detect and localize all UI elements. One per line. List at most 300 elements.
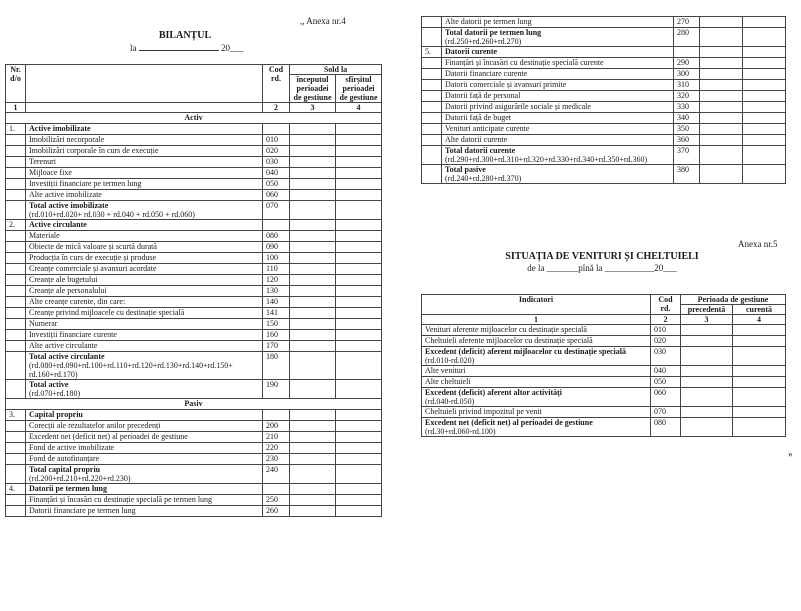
row-value-start xyxy=(290,495,336,506)
row-value-start xyxy=(290,231,336,242)
row-label xyxy=(26,410,263,421)
income-row-formula: (rd.30+rd.060-rd.100) xyxy=(425,427,496,436)
table-row xyxy=(6,410,382,421)
row-cod: 070 xyxy=(263,201,290,220)
row-nr xyxy=(422,69,442,80)
income-row-cod: 070 xyxy=(651,407,681,418)
row-label xyxy=(442,69,674,80)
row-nr xyxy=(6,264,26,275)
table-row xyxy=(422,135,786,146)
row-label-text: Total active circulante xyxy=(29,352,105,361)
table-row xyxy=(6,308,382,319)
num-col-3: 3 xyxy=(290,103,336,113)
date-prefix: la xyxy=(130,43,137,53)
row-label-text: Creanțe comerciale și avansuri acordate xyxy=(29,264,157,273)
row-nr xyxy=(6,135,26,146)
table-row xyxy=(6,135,382,146)
row-label xyxy=(26,484,263,495)
table-row xyxy=(422,17,786,28)
row-nr xyxy=(6,421,26,432)
row-label xyxy=(26,179,263,190)
row-label xyxy=(26,146,263,157)
row-cod: 230 xyxy=(263,454,290,465)
row-label xyxy=(26,275,263,286)
row-value-end xyxy=(336,242,382,253)
row-cod: 210 xyxy=(263,432,290,443)
annex-label-left: ,, Anexa nr.4 xyxy=(300,16,346,26)
income-row-formula: (rd.040-rd.050) xyxy=(425,397,475,406)
income-row-label xyxy=(422,325,651,336)
income-row-cod: 060 xyxy=(651,388,681,407)
row-nr xyxy=(422,135,442,146)
row-value-end xyxy=(336,352,382,380)
table-row xyxy=(422,418,786,437)
row-label xyxy=(26,330,263,341)
income-row-curr xyxy=(733,418,786,437)
table-row xyxy=(422,28,786,47)
row-cod: 270 xyxy=(674,17,700,28)
row-cod: 090 xyxy=(263,242,290,253)
row-label xyxy=(26,506,263,517)
table-row xyxy=(422,165,786,184)
row-label-text: Investiții financiare pe termen lung xyxy=(29,179,142,188)
row-label-text: Alte active circulante xyxy=(29,341,98,350)
row-label xyxy=(26,432,263,443)
row-value-start xyxy=(290,220,336,231)
table-row xyxy=(422,113,786,124)
row-nr xyxy=(6,495,26,506)
header-cod: Cod rd. xyxy=(263,65,290,103)
row-value-start xyxy=(290,506,336,517)
income-row-cod: 040 xyxy=(651,366,681,377)
row-label-text: Total datorii curente xyxy=(445,146,516,155)
row-nr xyxy=(6,352,26,380)
balance-table xyxy=(5,64,382,517)
row-nr xyxy=(6,297,26,308)
row-value-end xyxy=(336,124,382,135)
row-value-start xyxy=(290,380,336,399)
row-value-start xyxy=(290,146,336,157)
row-value-start xyxy=(290,179,336,190)
row-cod: 080 xyxy=(263,231,290,242)
table-row xyxy=(6,319,382,330)
row-value-end xyxy=(743,47,786,58)
row-nr xyxy=(422,113,442,124)
date-blank xyxy=(139,42,219,51)
row-value-end xyxy=(336,432,382,443)
row-value-end xyxy=(336,179,382,190)
income-row-label-text: Alte venituri xyxy=(425,366,466,375)
row-cod: 280 xyxy=(674,28,700,47)
table-row xyxy=(6,179,382,190)
income-row-label-text: Cheltuieli aferente mijloacelor cu destinație specială xyxy=(425,336,593,345)
row-nr xyxy=(422,102,442,113)
row-value-start xyxy=(290,157,336,168)
row-label-text: Datorii comerciale și avansuri primite xyxy=(445,80,567,89)
table-row xyxy=(6,275,382,286)
row-label-text: Creanțe ale personalului xyxy=(29,286,107,295)
row-label xyxy=(442,113,674,124)
row-nr xyxy=(6,146,26,157)
row-nr xyxy=(6,454,26,465)
header-sold: Sold la xyxy=(290,65,382,75)
income-row-label xyxy=(422,407,651,418)
row-label-text: Capital propriu xyxy=(29,410,83,419)
row-label-text: Investiții financiare curente xyxy=(29,330,117,339)
table-row xyxy=(6,286,382,297)
row-value-start xyxy=(290,253,336,264)
row-label xyxy=(26,242,263,253)
row-nr xyxy=(422,165,442,184)
row-nr xyxy=(6,253,26,264)
row-value-end xyxy=(336,443,382,454)
row-label xyxy=(26,465,263,484)
row-label xyxy=(442,102,674,113)
row-value-start xyxy=(290,264,336,275)
row-value-end xyxy=(336,330,382,341)
row-label xyxy=(26,220,263,231)
row-label xyxy=(26,380,263,399)
row-label-text: Excedent net (deficit net) al perioadei de gestiune xyxy=(29,432,188,441)
header-inceput: începutul perioadei de gestiune xyxy=(290,75,336,103)
row-value-end xyxy=(336,484,382,495)
row-nr xyxy=(6,330,26,341)
row-value-end xyxy=(336,380,382,399)
row-label-text: Total datorii pe termen lung xyxy=(445,28,542,37)
row-value-end xyxy=(743,124,786,135)
row-label xyxy=(442,165,674,184)
row-label-text: Mijloace fixe xyxy=(29,168,72,177)
row-value-start xyxy=(700,135,743,146)
row-value-end xyxy=(336,308,382,319)
row-value-end xyxy=(743,80,786,91)
table-row xyxy=(6,421,382,432)
row-formula: (rd.010+rd.020+ rd.030 + rd.040 + rd.050 + rd.060) xyxy=(29,210,195,219)
row-cod xyxy=(263,484,290,495)
row-cod: 141 xyxy=(263,308,290,319)
row-label xyxy=(442,124,674,135)
income-table xyxy=(421,294,786,437)
table-row xyxy=(422,347,786,366)
row-value-end xyxy=(336,297,382,308)
row-nr xyxy=(6,443,26,454)
row-label xyxy=(26,319,263,330)
row-value-start xyxy=(290,432,336,443)
income-row-label-text: Alte cheltuieli xyxy=(425,377,471,386)
row-cod: 310 xyxy=(674,80,700,91)
row-value-end xyxy=(743,165,786,184)
table-row xyxy=(6,242,382,253)
row-cod: 240 xyxy=(263,465,290,484)
row-label xyxy=(26,421,263,432)
row-label-text: Datorii pe termen lung xyxy=(29,484,107,493)
row-label xyxy=(26,341,263,352)
row-label xyxy=(26,352,263,380)
row-value-end xyxy=(336,506,382,517)
num-col-blank xyxy=(26,103,263,113)
row-label-text: Materiale xyxy=(29,231,60,240)
row-value-end xyxy=(743,102,786,113)
table-row xyxy=(6,253,382,264)
row-label-text: Numerar xyxy=(29,319,58,328)
table-row xyxy=(6,432,382,443)
row-value-end xyxy=(336,201,382,220)
income-row-curr xyxy=(733,347,786,366)
annex-label-right: Anexa nr.5 xyxy=(738,239,778,249)
row-value-end xyxy=(336,190,382,201)
table-row xyxy=(6,443,382,454)
income-date-line: de la _______pînă la ___________20___ xyxy=(527,263,677,273)
income-row-prev xyxy=(681,336,733,347)
row-cod: 050 xyxy=(263,179,290,190)
income-row-cod: 010 xyxy=(651,325,681,336)
row-cod: 190 xyxy=(263,380,290,399)
row-nr xyxy=(422,91,442,102)
row-label xyxy=(26,308,263,319)
income-row-curr xyxy=(733,325,786,336)
row-label xyxy=(26,454,263,465)
row-cod: 160 xyxy=(263,330,290,341)
row-nr xyxy=(6,432,26,443)
income-header-indicatori: Indicatori xyxy=(422,295,651,315)
row-formula: (rd.200+rd.210+rd.220+rd.230) xyxy=(29,474,131,483)
row-nr: 5. xyxy=(422,47,442,58)
row-nr xyxy=(6,286,26,297)
row-value-end xyxy=(336,253,382,264)
row-value-start xyxy=(700,113,743,124)
row-value-end xyxy=(743,69,786,80)
income-row-label-text: Excedent net (deficit net) al perioadei de gestiune xyxy=(425,418,593,427)
row-value-start xyxy=(290,421,336,432)
row-value-start xyxy=(290,341,336,352)
row-value-end xyxy=(336,319,382,330)
table-row xyxy=(6,380,382,399)
date-suffix: 20___ xyxy=(221,43,244,53)
row-nr xyxy=(422,80,442,91)
row-cod: 110 xyxy=(263,264,290,275)
header-blank xyxy=(26,65,263,103)
row-label-text: Producția în curs de execuție și produse xyxy=(29,253,157,262)
row-formula: (rd.290+rd.300+rd.310+rd.320+rd.330+rd.340+rd.350+rd.360) xyxy=(445,155,648,164)
row-nr xyxy=(422,58,442,69)
row-label-text: Datorii curente xyxy=(445,47,498,56)
row-value-start xyxy=(700,80,743,91)
row-value-start xyxy=(290,410,336,421)
row-formula: (rd.250+rd.260+rd.270) xyxy=(445,37,522,46)
balance-table-continued xyxy=(421,16,786,184)
income-row-label xyxy=(422,366,651,377)
row-value-start xyxy=(290,454,336,465)
row-cod: 150 xyxy=(263,319,290,330)
row-label xyxy=(26,297,263,308)
row-value-end xyxy=(336,231,382,242)
row-cod: 180 xyxy=(263,352,290,380)
row-nr: 4. xyxy=(6,484,26,495)
income-row-formula: (rd.010-rd.020) xyxy=(425,356,475,365)
row-label xyxy=(442,91,674,102)
income-row-curr xyxy=(733,407,786,418)
table-row xyxy=(422,336,786,347)
row-label-text: Creanțe privind mijloacele cu destinație specială xyxy=(29,308,185,317)
table-row xyxy=(6,231,382,242)
row-value-end xyxy=(336,465,382,484)
table-row xyxy=(422,91,786,102)
row-value-end xyxy=(336,421,382,432)
row-label-text: Datorii față de buget xyxy=(445,113,511,122)
row-nr xyxy=(6,168,26,179)
row-label xyxy=(26,286,263,297)
row-label-text: Imobilizări necorporale xyxy=(29,135,105,144)
table-row xyxy=(6,454,382,465)
row-nr xyxy=(6,179,26,190)
row-cod xyxy=(263,124,290,135)
income-row-prev xyxy=(681,347,733,366)
income-title: SITUAȚIA DE VENITURI ȘI CHELTUIELI xyxy=(505,251,699,262)
table-row xyxy=(422,58,786,69)
row-cod: 350 xyxy=(674,124,700,135)
row-label xyxy=(26,443,263,454)
income-num-3: 3 xyxy=(681,315,733,325)
row-value-start xyxy=(290,352,336,380)
row-cod: 290 xyxy=(674,58,700,69)
table-row xyxy=(6,124,382,135)
table-row xyxy=(422,146,786,165)
table-row xyxy=(6,506,382,517)
row-label-text: Alte datorii curente xyxy=(445,135,508,144)
income-row-label-text: Cheltuieli privind impozitul pe venit xyxy=(425,407,542,416)
row-cod xyxy=(263,410,290,421)
row-formula: (rd.070+rd.180) xyxy=(29,389,81,398)
row-value-end xyxy=(743,58,786,69)
table-row xyxy=(422,325,786,336)
row-label-text: Datorii privind asigurările sociale și medicale xyxy=(445,102,591,111)
income-row-label xyxy=(422,347,651,366)
row-label-text: Active circulante xyxy=(29,220,87,229)
row-value-end xyxy=(336,275,382,286)
income-row-curr xyxy=(733,366,786,377)
section-activ: Activ xyxy=(6,113,382,124)
income-row-cod: 050 xyxy=(651,377,681,388)
table-row xyxy=(422,407,786,418)
income-num-2: 2 xyxy=(651,315,681,325)
table-row xyxy=(6,264,382,275)
table-row xyxy=(6,341,382,352)
row-label-text: Datorii față de personal xyxy=(445,91,521,100)
table-row xyxy=(6,484,382,495)
row-nr xyxy=(6,242,26,253)
table-row xyxy=(6,465,382,484)
income-row-prev xyxy=(681,418,733,437)
row-value-start xyxy=(290,297,336,308)
row-label xyxy=(26,264,263,275)
row-cod: 220 xyxy=(263,443,290,454)
row-nr: 1. xyxy=(6,124,26,135)
row-value-start xyxy=(290,124,336,135)
row-cod: 330 xyxy=(674,102,700,113)
row-value-end xyxy=(743,91,786,102)
income-header-cod: Cod rd. xyxy=(651,295,681,315)
row-value-end xyxy=(336,495,382,506)
row-nr xyxy=(6,506,26,517)
row-cod: 120 xyxy=(263,275,290,286)
row-nr xyxy=(6,190,26,201)
row-label-text: Obiecte de mică valoare și scurtă durată xyxy=(29,242,157,251)
row-cod: 010 xyxy=(263,135,290,146)
table-row xyxy=(6,220,382,231)
row-value-end xyxy=(336,168,382,179)
row-label-text: Creanțe ale bugetului xyxy=(29,275,98,284)
row-value-start xyxy=(700,17,743,28)
row-cod: 130 xyxy=(263,286,290,297)
row-label xyxy=(26,124,263,135)
income-row-cod: 080 xyxy=(651,418,681,437)
table-row xyxy=(422,47,786,58)
row-nr xyxy=(6,201,26,220)
row-cod: 060 xyxy=(263,190,290,201)
row-value-start xyxy=(700,124,743,135)
row-value-start xyxy=(290,275,336,286)
num-col-2: 2 xyxy=(263,103,290,113)
row-label-text: Finanțări și încasări cu destinație specială curente xyxy=(445,58,604,67)
row-label-text: Total pasive xyxy=(445,165,486,174)
row-cod: 030 xyxy=(263,157,290,168)
income-header-precedenta: precedentă xyxy=(681,305,733,315)
row-label xyxy=(442,58,674,69)
row-value-end xyxy=(336,410,382,421)
table-row xyxy=(6,352,382,380)
table-row xyxy=(422,377,786,388)
row-label-text: Finanțări și încasări cu destinație specială pe termen lung xyxy=(29,495,213,504)
row-cod: 020 xyxy=(263,146,290,157)
row-cod xyxy=(674,47,700,58)
section-row xyxy=(6,399,382,410)
row-formula: (rd.240+rd.280+rd.370) xyxy=(445,174,522,183)
row-value-end xyxy=(336,220,382,231)
income-row-label xyxy=(422,336,651,347)
row-nr: 2. xyxy=(6,220,26,231)
table-row xyxy=(6,157,382,168)
row-label-text: Terenuri xyxy=(29,157,56,166)
balance-date-line xyxy=(130,42,244,53)
section-pasiv: Pasiv xyxy=(6,399,382,410)
row-value-end xyxy=(743,113,786,124)
row-value-start xyxy=(700,69,743,80)
row-label-text: Corecții ale rezultatelor anilor precedenți xyxy=(29,421,161,430)
row-label xyxy=(442,80,674,91)
row-value-end xyxy=(743,17,786,28)
income-header-curenta: curentă xyxy=(733,305,786,315)
income-row-prev xyxy=(681,325,733,336)
income-row-prev xyxy=(681,377,733,388)
row-value-start xyxy=(290,465,336,484)
header-nr: Nr. d/o xyxy=(6,65,26,103)
row-value-start xyxy=(700,28,743,47)
row-label xyxy=(442,146,674,165)
row-nr xyxy=(6,275,26,286)
table-row xyxy=(422,69,786,80)
row-value-end xyxy=(336,454,382,465)
row-cod: 100 xyxy=(263,253,290,264)
row-label xyxy=(26,157,263,168)
table-row xyxy=(6,168,382,179)
table-row xyxy=(422,102,786,113)
row-value-start xyxy=(290,443,336,454)
income-row-prev xyxy=(681,407,733,418)
row-nr xyxy=(422,124,442,135)
row-nr: 3. xyxy=(6,410,26,421)
income-num-4: 4 xyxy=(733,315,786,325)
row-nr xyxy=(422,28,442,47)
